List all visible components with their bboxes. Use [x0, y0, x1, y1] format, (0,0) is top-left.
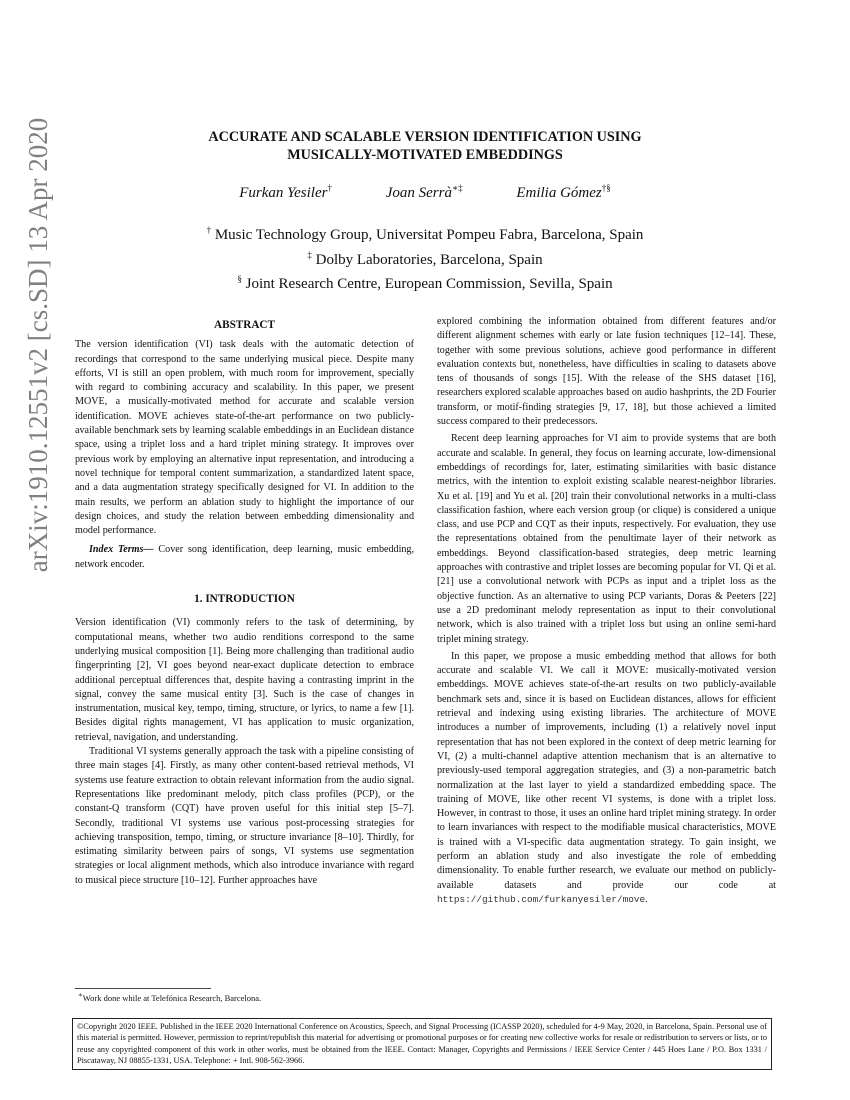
author [386, 185, 463, 201]
right-paragraph-3-text: In this paper, we propose a music embedding method that allows for both accurate and scalable VI. We call it MOVE: musically-motivated version embeddings. MOVE achieves state-of-the-art results on two publicly-available benchmark sets and, since it is based on Euclidean distances, allows for efficient retrieval and indexing using existing libraries. The architecture of MOVE introduces a number of improvements, including (1) a relatively novel input representation that has not been explored in the context of deep metric learning for VI, (2) a multi-channel adaptive attention mechanism that is an alternative to previously-used temporal aggregation strategies, and (3) a non-parametric batch normalization at the last layer to yield a standardized embedding space. The training of MOVE, like other recent VI systems, is done with a triplet loss. However, in contrast to those, it uses an online hard triplet mining strategy. In order to learn invariances with respect to the modifiable musical characteristics, MOVE is trained with a VI-specific data augmentation strategy. To gain insight, we perform an ablation study and also investigate the role of embedding dimensionality. To enable further research, we evaluate our method on publicly-available datasets and provide our code at [437, 650, 776, 891]
author-name: Furkan Yesiler [239, 185, 328, 201]
author [516, 185, 610, 201]
author-mark: †§ [601, 183, 611, 193]
left-column [75, 318, 414, 888]
affiliation-list [0, 221, 850, 295]
right-paragraph-1: explored combining the information obtained from different features and/or different alignment schemes with early or late fusion techniques [12–14]. These, together with some previous solutions, achieve good performance in different evaluation contexts but, nonetheless, have difficulties in scaling to datasets above tens of thousands of songs [15]. With the release of the SHS dataset [16], researchers explored scalable approaches based on audio hashprints, the 2D Fourier transform, or motif-finding strategies [9, 17, 18], but those achieved a limited success compared to their predecessors. [437, 316, 776, 428]
footnote-text: Work done while at Telefónica Research, Barcelona. [82, 992, 262, 1003]
affiliation-text: Music Technology Group, Universitat Pompeu Fabra, Barcelona, Spain [214, 227, 644, 243]
copyright-notice: ©Copyright 2020 IEEE. Published in the IEEE 2020 International Conference on Acoustics, Speech, and Signal Processing (ICASSP 2020), scheduled for 4-9 May, 2020, in Barcelona, Spain. Personal use of this material is permitted. However, permission to reprint/republish this material for advertising or promotional purposes or for creating new collective works for resale or redistribution to servers or lists, or to reuse any copyrighted component of this work in other works, must be obtained from the IEEE. Contact: Manager, Copyrights and Permissions / IEEE Service Center / 445 Hoes Lane / P.O. Box 1331 / Piscataway, NJ 08855-1331, USA. Telephone: + Intl. 908-562-3966. [72, 1018, 772, 1070]
affiliation [0, 221, 850, 246]
affiliation [0, 270, 850, 295]
title-line-1: ACCURATE AND SCALABLE VERSION IDENTIFICATION USING [208, 129, 642, 145]
abstract-text: The version identification (VI) task deals with the automatic detection of recordings that correspond to the same underlying musical piece. Despite many efforts, VI is still an open problem, with much room for improvement, specially with regard to combining accuracy and scalability. In this paper, we present MOVE, a musically-motivated method for accurate and scalable version identification. MOVE achieves state-of-the-art performance on two publicly-available benchmark sets by learning scalable embeddings in an Euclidean distance space, using a triplet loss and a hard triplet mining strategy. It improves over previous work by employing an alternative input representation, and introducing a novel technique for temporal content summarization, a standardized latent space, and a data augmentation strategy specifically designed for VI. In addition to the main results, we perform an ablation study to highlight the importance of our design choices, and study the relation between embedding dimensionality and model performance. [75, 339, 414, 537]
footnote-divider [75, 988, 211, 989]
right-column [437, 315, 776, 907]
abstract-heading: ABSTRACT [214, 319, 275, 331]
code-url-period: . [645, 893, 648, 905]
footnote-mark: ∗ [78, 991, 83, 999]
title-line-2: MUSICALLY-MOTIVATED EMBEDDINGS [287, 147, 563, 163]
intro-paragraph-2: Traditional VI systems generally approach the task with a pipeline consisting of three main stages [4]. Firstly, as many other content-based retrieval methods, VI systems use feature extraction to obtain relevant information from the audio signal. Representations like predominant melody, pitch class profiles (PCP), or the constant-Q transform (CQT) have proven useful for this initial step [5–7]. Secondly, traditional VI systems use various post-processing strategies for achieving transposition, tempo, timing, or structure invariance [8–10]. Thirdly, for estimating similarity between pairs of songs, VI systems use segmentation strategies or local alignment methods, which also introduce invariance with regard to musical piece structure [10–12]. Further approaches have [75, 746, 414, 886]
affiliation-mark: ‡ [307, 249, 312, 260]
author [239, 185, 332, 201]
index-terms-label: Index Terms— [89, 544, 154, 556]
right-paragraph-2: Recent deep learning approaches for VI aim to provide systems that are both accurate and scalable. In general, they focus on learning accurate, low-dimensional embeddings of recordings for, later, estimating similarities with basic distance metrics, with the intention to exploit existing scalable nearest-neighbor libraries. Xu et al. [19] and Yu et al. [20] train their convolutional networks in a multi-class classification fashion, where each version group (or clique) is considered a unique class, and use PCP and CQT as their inputs, respectively. For evaluation, they use the representations obtained from the penultimate layer of their network as embeddings. Beyond classification-based strategies, deep metric learning approaches with contrastive and triplet losses are becoming popular for VI. Qi et al. [21] use a convolutional network with PCPs as input and a triplet loss as the objective function. As an alternative to using PCP variants, Doras & Peeters [22] use a 2D predominant melody representation as input to their convolutional network, which is also trained with a triplet loss but using an online semi-hard triplet mining strategy. [437, 433, 776, 645]
paper-title [150, 128, 700, 164]
index-terms-text: Cover song identification, deep learning, music embedding, network encoder. [75, 544, 414, 570]
right-paragraph-3 [437, 650, 776, 907]
author-name: Emilia Gómez [516, 185, 602, 201]
code-url-link[interactable]: https://github.com/furkanyesiler/move [437, 893, 646, 905]
affiliation-mark: § [237, 274, 242, 284]
intro-heading: 1. INTRODUCTION [194, 593, 295, 606]
footnote [78, 991, 261, 1003]
author-name: Joan Serrà [385, 185, 452, 201]
affiliation-text: Dolby Laboratories, Barcelona, Spain [315, 251, 543, 268]
author-list [0, 183, 850, 202]
author-mark: † [327, 183, 332, 193]
affiliation-mark: † [206, 225, 212, 235]
intro-paragraph-1: Version identification (VI) commonly refers to the task of determining, by computational means, whether two audio renditions correspond to the same underlying musical composition [1]. Being more challenging than traditional audio fingerprinting [2], VI goes beyond near-exact duplicate detection to embrace additional perceptual differences that, despite having a contrasting imprint in the signal, convey the same musical entity [3]. Such is the case of changes in instrumentation, musical key, tempo, timing, structure, or lyrics, to name a few [1]. Besides digital rights management, VI has application to music organization, retrieval, navigation, and understanding. [75, 617, 414, 743]
affiliation-text: Joint Research Centre, European Commission, Sevilla, Spain [245, 276, 613, 292]
author-mark: ∗‡ [451, 183, 463, 193]
affiliation [0, 246, 850, 271]
arxiv-identifier: arXiv:1910.12551v2 [cs.SD] 13 Apr 2020 [23, 117, 53, 573]
index-terms [75, 543, 414, 572]
